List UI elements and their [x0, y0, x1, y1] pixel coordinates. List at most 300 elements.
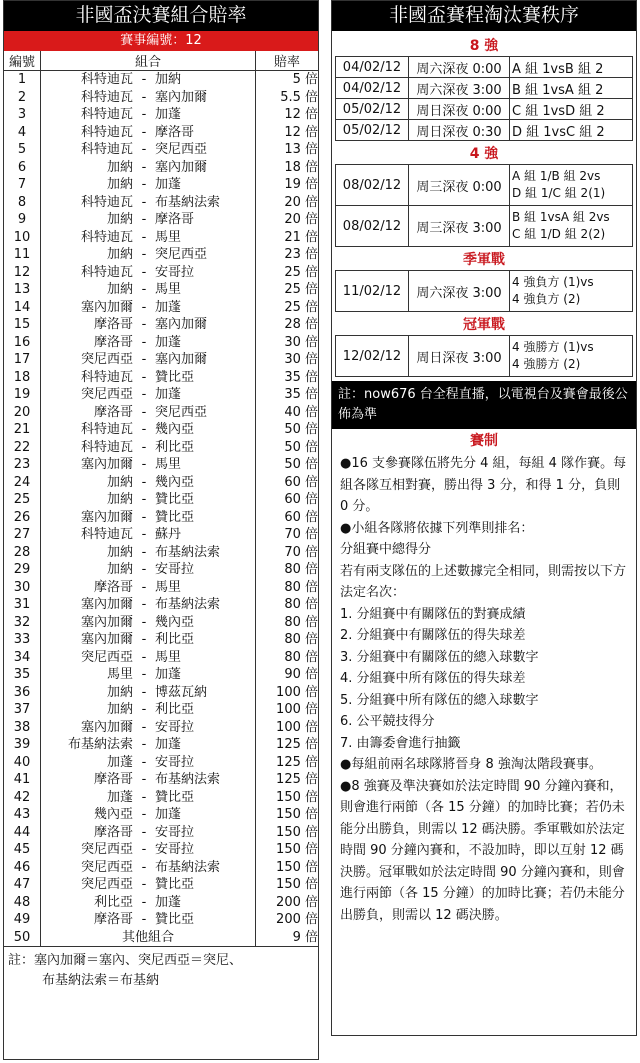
table-row	[4, 106, 318, 124]
odds-value: 200 倍	[256, 894, 319, 912]
team-b: 馬里	[155, 579, 182, 595]
odds-value: 40 倍	[256, 404, 319, 422]
table-row	[4, 299, 318, 317]
match-line-1: 4 強負方 (1)vs	[512, 275, 594, 289]
odds-value: 150 倍	[256, 789, 319, 807]
match-time: 周六深夜 3:00	[409, 271, 510, 312]
table-row	[4, 701, 318, 719]
combo-dash: -	[141, 282, 147, 297]
row-number: 13	[4, 281, 41, 299]
schedule-row	[336, 206, 633, 247]
schedule-row	[336, 271, 633, 312]
team-b: 安哥拉	[155, 264, 195, 280]
table-row	[4, 141, 318, 159]
match-date: 05/02/12	[336, 99, 409, 120]
broadcast-note: 註：now676 台全程直播，以電視台及賽會最後公佈為準	[332, 381, 636, 429]
team-b: 贊比亞	[155, 369, 195, 385]
event-number: 賽事編號：12	[4, 31, 318, 51]
table-row	[4, 649, 318, 667]
row-number: 16	[4, 334, 41, 352]
table-row	[4, 281, 318, 299]
footnote-line-1: 註：塞內加爾＝塞內、突尼西亞＝突尼、	[8, 953, 243, 968]
combo-dash: -	[141, 229, 147, 245]
match-date: 08/02/12	[336, 165, 409, 206]
odds-value: 90 倍	[256, 666, 319, 684]
match-time: 周日深夜 0:00	[409, 99, 510, 120]
rule-item: 7. 由籌委會進行抽籤	[340, 735, 461, 751]
row-number: 45	[4, 841, 41, 859]
rule-item: 2. 分組賽中有關隊伍的得失球差	[340, 628, 526, 643]
match-date: 04/02/12	[336, 78, 409, 99]
team-b: 加蓬	[155, 807, 182, 822]
team-a: 摩洛哥	[93, 404, 133, 420]
odds-value: 200 倍	[256, 911, 319, 929]
table-row	[4, 194, 318, 212]
stage-title: 季軍戰	[463, 252, 505, 268]
schedule-panel	[331, 0, 637, 1036]
combo-dash: -	[141, 527, 147, 542]
row-number: 49	[4, 911, 41, 929]
team-a: 突尼西亞	[80, 387, 133, 402]
stage-title: 4 強	[469, 146, 499, 162]
combo-dash: -	[141, 597, 147, 612]
match-line-2: C 組 1/D 組 2(2)	[512, 227, 606, 241]
odds-value: 80 倍	[256, 631, 319, 649]
table-row	[4, 89, 318, 107]
team-b: 突尼西亞	[155, 247, 208, 262]
team-b: 贊比亞	[155, 789, 195, 805]
match-time: 周六深夜 0:00	[409, 57, 510, 78]
row-number: 35	[4, 666, 41, 684]
odds-value: 18 倍	[256, 159, 319, 177]
table-row	[4, 894, 318, 912]
row-number: 21	[4, 421, 41, 439]
schedule-title: 非國盃賽程淘汰賽秩序	[332, 1, 636, 31]
row-number: 25	[4, 491, 41, 509]
col-header-odds: 賠率	[256, 51, 319, 71]
row-number: 44	[4, 824, 41, 842]
schedule-table	[335, 164, 633, 247]
row-number: 17	[4, 351, 41, 369]
combo-dash: -	[141, 492, 147, 507]
team-b: 摩洛哥	[155, 212, 195, 227]
schedule-row	[336, 165, 633, 206]
row-number: 1	[4, 71, 41, 89]
odds-value: 60 倍	[256, 509, 319, 527]
team-b: 安哥拉	[155, 562, 195, 577]
team-a: 塞內加爾	[80, 614, 133, 630]
odds-value: 125 倍	[256, 771, 319, 789]
combo-dash: -	[141, 719, 147, 735]
match-line-2: 4 強勝方 (2)	[512, 357, 581, 371]
match-pairing: D 組 1vsC 組 2	[510, 120, 633, 141]
schedule-table	[335, 56, 633, 141]
odds-value: 80 倍	[256, 561, 319, 579]
table-row	[4, 509, 318, 527]
row-number: 27	[4, 526, 41, 544]
team-b: 贊比亞	[155, 509, 195, 525]
team-b: 摩洛哥	[155, 124, 195, 140]
table-row	[4, 841, 318, 859]
combo-dash: -	[141, 124, 147, 140]
rules-body	[332, 451, 636, 928]
team-a: 科特迪瓦	[80, 422, 133, 437]
row-number: 7	[4, 176, 41, 194]
row-number: 32	[4, 614, 41, 632]
combo-dash: -	[141, 89, 147, 105]
odds-value: 100 倍	[256, 684, 319, 702]
row-number: 9	[4, 211, 41, 229]
combo-dash: -	[141, 859, 147, 875]
odds-value: 13 倍	[256, 141, 319, 159]
table-row	[4, 631, 318, 649]
table-row	[4, 876, 318, 894]
match-pairing	[510, 336, 633, 377]
table-row	[4, 176, 318, 194]
team-b: 利比亞	[155, 702, 195, 717]
row-number: 33	[4, 631, 41, 649]
row-number: 2	[4, 89, 41, 107]
odds-value: 70 倍	[256, 526, 319, 544]
rule-item: 6. 公平競技得分	[340, 714, 435, 729]
team-b: 加蓬	[155, 387, 182, 402]
team-a: 塞內加爾	[80, 597, 133, 612]
odds-value: 20 倍	[256, 211, 319, 229]
team-a: 摩洛哥	[93, 772, 133, 787]
team-a: 塞內加爾	[80, 719, 133, 735]
row-number: 22	[4, 439, 41, 457]
odds-value: 20 倍	[256, 194, 319, 212]
footnote-line-2: 布基納法索＝布基納	[42, 973, 160, 988]
table-row	[4, 264, 318, 282]
combo-dash: -	[141, 352, 147, 367]
table-row	[4, 859, 318, 877]
row-number: 42	[4, 789, 41, 807]
match-time: 周六深夜 3:00	[409, 78, 510, 99]
table-row	[4, 719, 318, 737]
match-date: 08/02/12	[336, 206, 409, 247]
row-number: 5	[4, 141, 41, 159]
team-b: 安哥拉	[155, 824, 195, 840]
team-a: 加納	[106, 282, 133, 297]
table-row	[4, 439, 318, 457]
team-b: 塞內加爾	[155, 317, 208, 332]
odds-value: 35 倍	[256, 369, 319, 387]
team-b: 布基納法索	[155, 544, 221, 560]
team-a: 塞內加爾	[80, 299, 133, 315]
rule-item: ●每組前兩名球隊將晉身 8 強淘汰階段賽事。	[340, 757, 602, 772]
table-row	[4, 229, 318, 247]
match-pairing: B 組 1vsA 組 2	[510, 78, 633, 99]
table-row	[4, 369, 318, 387]
team-b: 安哥拉	[155, 842, 195, 857]
team-a: 塞內加爾	[80, 509, 133, 525]
schedule-row	[336, 57, 633, 78]
odds-value: 150 倍	[256, 859, 319, 877]
combo-dash: -	[141, 684, 147, 700]
row-number: 18	[4, 369, 41, 387]
team-a: 塞內加爾	[80, 457, 133, 472]
table-row	[4, 491, 318, 509]
odds-value: 80 倍	[256, 649, 319, 667]
table-row	[4, 666, 318, 684]
team-b: 幾內亞	[155, 422, 195, 437]
odds-value: 21 倍	[256, 229, 319, 247]
team-b: 加蓬	[155, 894, 182, 910]
match-pairing	[510, 206, 633, 247]
table-row	[4, 316, 318, 334]
team-b: 安哥拉	[155, 719, 195, 735]
team-b: 幾內亞	[155, 474, 195, 490]
match-pairing	[510, 271, 633, 312]
team-b: 塞內加爾	[155, 352, 208, 367]
team-a: 科特迪瓦	[80, 264, 133, 280]
team-a: 加納	[106, 159, 133, 175]
rules-title: 賽制	[470, 433, 498, 449]
team-b: 馬里	[155, 229, 182, 245]
odds-value: 50 倍	[256, 439, 319, 457]
rule-item: 4. 分組賽中所有隊伍的得失球差	[340, 671, 526, 686]
table-row	[4, 754, 318, 772]
combo-dash: -	[141, 299, 147, 315]
team-a: 摩洛哥	[93, 317, 133, 332]
match-time: 周三深夜 3:00	[409, 206, 510, 247]
combo-dash: -	[141, 369, 147, 385]
row-number: 24	[4, 474, 41, 492]
combo-dash: -	[141, 422, 147, 437]
row-number: 31	[4, 596, 41, 614]
row-number: 19	[4, 386, 41, 404]
table-row	[4, 596, 318, 614]
table-row	[4, 159, 318, 177]
stage-title: 8 強	[469, 38, 499, 54]
row-number: 8	[4, 194, 41, 212]
team-a: 加納	[106, 562, 133, 577]
col-header-number: 編號	[4, 51, 41, 71]
match-date: 05/02/12	[336, 120, 409, 141]
rule-item: 5. 分組賽中所有隊伍的總入球數字	[340, 692, 539, 708]
team-a: 科特迪瓦	[80, 89, 133, 105]
row-number: 14	[4, 299, 41, 317]
combo-dash: -	[141, 107, 147, 122]
team-a: 加納	[106, 247, 133, 262]
combo-dash: -	[141, 404, 147, 420]
odds-value: 12 倍	[256, 124, 319, 142]
table-row	[4, 806, 318, 824]
team-a: 科特迪瓦	[80, 369, 133, 385]
odds-value: 150 倍	[256, 806, 319, 824]
schedule-row	[336, 120, 633, 141]
odds-value: 25 倍	[256, 299, 319, 317]
combo-dash: -	[141, 264, 147, 280]
odds-value: 23 倍	[256, 246, 319, 264]
match-date: 12/02/12	[336, 336, 409, 377]
row-number: 29	[4, 561, 41, 579]
odds-value: 25 倍	[256, 281, 319, 299]
odds-value: 30 倍	[256, 334, 319, 352]
team-a: 馬里	[106, 667, 133, 682]
team-b: 突尼西亞	[155, 404, 208, 420]
match-pairing: C 組 1vsD 組 2	[510, 99, 633, 120]
row-number: 36	[4, 684, 41, 702]
table-row	[4, 351, 318, 369]
row-number: 37	[4, 701, 41, 719]
combo-dash: -	[141, 824, 147, 840]
table-row	[4, 474, 318, 492]
odds-value: 60 倍	[256, 474, 319, 492]
odds-footnote	[4, 946, 318, 995]
table-row	[4, 579, 318, 597]
team-a: 加蓬	[106, 754, 133, 770]
row-number: 38	[4, 719, 41, 737]
team-b: 布基納法索	[155, 194, 221, 210]
row-number: 30	[4, 579, 41, 597]
row-number: 12	[4, 264, 41, 282]
combo-dash: -	[141, 177, 147, 192]
row-number: 20	[4, 404, 41, 422]
table-row	[4, 526, 318, 544]
combo-dash: -	[141, 159, 147, 175]
combo-dash: -	[141, 737, 147, 752]
row-number: 3	[4, 106, 41, 124]
table-row	[4, 684, 318, 702]
team-a: 加納	[106, 212, 133, 227]
odds-table	[4, 51, 318, 946]
table-row	[4, 211, 318, 229]
team-b: 加納	[155, 72, 182, 87]
combo-dash: -	[141, 387, 147, 402]
team-a: 科特迪瓦	[80, 107, 133, 122]
combo-dash: -	[141, 334, 147, 350]
team-b: 塞內加爾	[155, 89, 208, 105]
team-a: 加納	[106, 492, 133, 507]
team-a: 突尼西亞	[80, 352, 133, 367]
team-a: 加納	[106, 177, 133, 192]
table-row	[4, 911, 318, 929]
odds-value: 125 倍	[256, 754, 319, 772]
table-row	[4, 421, 318, 439]
table-row	[4, 824, 318, 842]
team-b: 安哥拉	[155, 754, 195, 770]
table-row	[4, 544, 318, 562]
team-a: 加納	[106, 544, 133, 560]
combo-other: 其他組合	[121, 929, 174, 945]
match-line-1: 4 強勝方 (1)vs	[512, 340, 594, 354]
table-row	[4, 386, 318, 404]
combo-dash: -	[141, 614, 147, 630]
team-a: 摩洛哥	[93, 334, 133, 350]
table-row	[4, 246, 318, 264]
match-line-2: 4 強負方 (2)	[512, 292, 581, 306]
team-b: 布基納法索	[155, 597, 221, 612]
team-b: 利比亞	[155, 632, 195, 647]
team-a: 突尼西亞	[80, 877, 133, 892]
combo-dash: -	[141, 894, 147, 910]
col-header-combo: 組合	[41, 51, 256, 71]
row-number: 50	[4, 929, 41, 947]
combo-dash: -	[141, 317, 147, 332]
team-a: 突尼西亞	[80, 842, 133, 857]
team-b: 加蓬	[155, 334, 182, 350]
table-row	[4, 124, 318, 142]
rule-item: 若有兩支隊伍的上述數據完全相同，則需按以下方法定名次：	[340, 563, 627, 600]
rule-item: 3. 分組賽中有關隊伍的總入球數字	[340, 649, 539, 665]
odds-value: 50 倍	[256, 421, 319, 439]
combo-dash: -	[141, 474, 147, 490]
table-row	[4, 771, 318, 789]
team-a: 加納	[106, 474, 133, 490]
row-number: 34	[4, 649, 41, 667]
match-time: 周三深夜 0:00	[409, 165, 510, 206]
stage-title: 冠軍戰	[463, 317, 505, 333]
odds-value: 80 倍	[256, 614, 319, 632]
odds-value: 100 倍	[256, 701, 319, 719]
odds-value: 60 倍	[256, 491, 319, 509]
row-number: 26	[4, 509, 41, 527]
rule-item: ●8 強賽及準決賽如於法定時間 90 分鐘內賽和，則會進行兩節（各 15 分鐘）的加時比賽；若仍未能分出勝負，則需以 12 碼決勝。季軍戰如於法定時間 90 分鐘內賽和，不設加時，即以互射 12 碼決勝。冠軍戰如於法定時間 90 分鐘內賽和，則會進行兩節（各 15 分鐘）的加時比賽；若仍未能分出勝負，則需以 12 碼決勝。	[340, 778, 625, 923]
match-pairing: A 組 1vsB 組 2	[510, 57, 633, 78]
combo-dash: -	[141, 667, 147, 682]
combo-dash: -	[141, 702, 147, 717]
team-a: 布基納法索	[67, 737, 133, 752]
team-b: 加蓬	[155, 107, 182, 122]
team-a: 加納	[106, 684, 133, 700]
match-line-1: B 組 1vsA 組 2vs	[512, 210, 610, 224]
odds-value: 150 倍	[256, 841, 319, 859]
rule-item: ●16 支參賽隊伍將先分 4 組，每組 4 隊作賽。每組各隊互相對賽，勝出得 3 分，和得 1 分，負則 0 分。	[340, 456, 627, 514]
combo-dash: -	[141, 194, 147, 210]
team-a: 利比亞	[93, 894, 133, 910]
team-a: 突尼西亞	[80, 859, 133, 875]
team-a: 加蓬	[106, 789, 133, 805]
team-b: 馬里	[155, 649, 182, 665]
combo-dash: -	[141, 772, 147, 787]
team-a: 科特迪瓦	[80, 229, 133, 245]
schedule-row	[336, 78, 633, 99]
rule-item: 1. 分組賽中有關隊伍的對賽成績	[340, 606, 526, 622]
odds-value: 80 倍	[256, 596, 319, 614]
team-a: 摩洛哥	[93, 579, 133, 595]
team-b: 加蓬	[155, 177, 182, 192]
team-a: 科特迪瓦	[80, 194, 133, 210]
odds-value: 5 倍	[256, 71, 319, 89]
team-a: 幾內亞	[93, 807, 133, 822]
team-b: 加蓬	[155, 737, 182, 752]
combo-dash: -	[141, 72, 147, 87]
combo-dash: -	[141, 842, 147, 857]
row-number: 11	[4, 246, 41, 264]
odds-value: 19 倍	[256, 176, 319, 194]
match-line-2: D 組 1/C 組 2(1)	[512, 186, 606, 200]
odds-value: 125 倍	[256, 736, 319, 754]
row-number: 40	[4, 754, 41, 772]
row-number: 43	[4, 806, 41, 824]
combo-dash: -	[141, 439, 147, 455]
odds-panel	[3, 0, 319, 1060]
table-row	[4, 404, 318, 422]
team-a: 科特迪瓦	[80, 527, 133, 542]
team-a: 科特迪瓦	[80, 142, 133, 157]
table-row	[4, 929, 318, 947]
combo-dash: -	[141, 754, 147, 770]
team-b: 加蓬	[155, 299, 182, 315]
match-line-1: A 組 1/B 組 2vs	[512, 169, 601, 183]
team-a: 摩洛哥	[93, 824, 133, 840]
combo-dash: -	[141, 247, 147, 262]
row-number: 4	[4, 124, 41, 142]
row-number: 41	[4, 771, 41, 789]
team-b: 突尼西亞	[155, 142, 208, 157]
